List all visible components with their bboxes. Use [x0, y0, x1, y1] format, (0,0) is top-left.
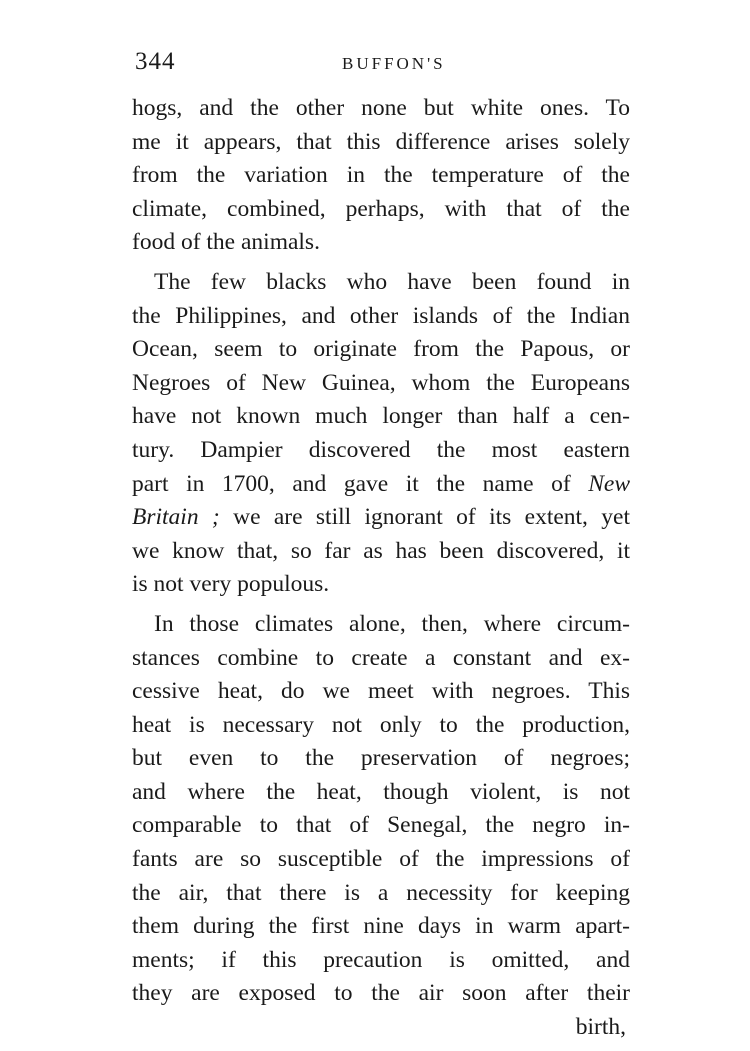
text-line: ments; if this precaution is omitted, and [132, 946, 630, 973]
text-line: Ocean, seem to originate from the Papous, or [132, 336, 630, 363]
text-segment: part in 1700, and gave it the name of [132, 470, 571, 497]
running-head [135, 48, 627, 78]
page-number: 344 [135, 48, 176, 75]
text-line: heat is necessary not only to the production, [132, 711, 630, 738]
text-line: is not very populous. [132, 571, 330, 598]
text-body [132, 92, 630, 1051]
text-line: The few blacks who have been found in [154, 268, 630, 295]
text-line: stances combine to create a constant and ex- [132, 644, 630, 671]
text-line: the air, that there is a necessity for keeping [132, 879, 630, 906]
running-title: BUFFON'S [342, 54, 446, 73]
text-line: we know that, so far as has been discovered, it [132, 537, 630, 564]
text-line: food of the animals. [132, 229, 320, 256]
text-line: hogs, and the other none but white ones. To [132, 95, 630, 121]
text-line: tury. Dampier discovered the most eastern [132, 436, 630, 463]
italic-text: Britain ; [132, 504, 220, 531]
text-line: but even to the preservation of negroes; [132, 745, 630, 772]
text-line: comparable to that of Senegal, the negro in- [132, 812, 630, 839]
text-line [132, 468, 630, 502]
paragraph-3 [132, 608, 630, 1045]
text-line: have not known much longer than half a cen- [132, 403, 630, 430]
text-line: the Philippines, and other islands of the Indian [132, 302, 630, 329]
text-line: they are exposed to the air soon after their [132, 980, 630, 1007]
text-line: them during the first nine days in warm apart- [132, 913, 630, 940]
text-line: from the variation in the temperature of the [132, 162, 630, 189]
paragraph-2 [132, 266, 630, 602]
text-line: Negroes of New Guinea, whom the Europeans [132, 369, 630, 396]
italic-text: New [588, 470, 631, 497]
text-line: cessive heat, do we meet with negroes. This [132, 678, 630, 705]
text-line: climate, combined, perhaps, with that of the [132, 195, 630, 222]
text-line: me it appears, that this difference arises solely [132, 128, 630, 155]
text-line: In those climates alone, then, where circum- [154, 610, 630, 637]
text-line: fants are so susceptible of the impressions of [132, 846, 630, 873]
paragraph-1 [132, 92, 630, 260]
text-line: and where the heat, though violent, is not [132, 778, 630, 805]
catchword: birth, [575, 1014, 626, 1041]
text-line [132, 501, 630, 535]
text-segment: we are still ignorant of its extent, yet [219, 504, 630, 531]
